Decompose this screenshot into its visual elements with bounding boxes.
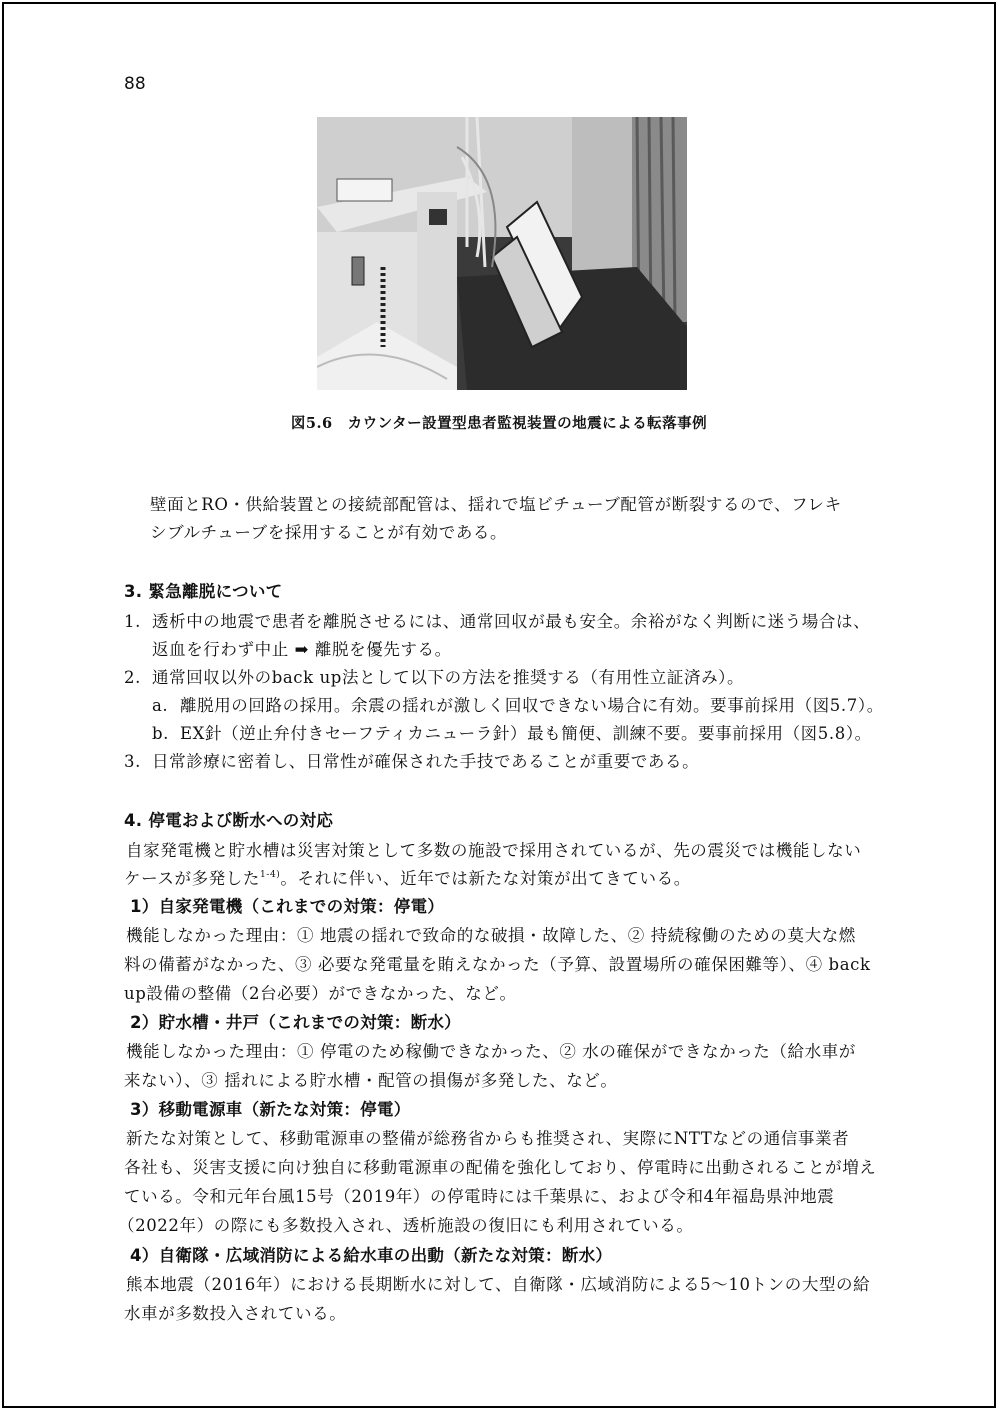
paragraph-line: ケースが多発した$^{1-4)}$。それに伴い、近年では新たな対策が出てきている。 bbox=[124, 869, 691, 888]
list-text: 返血を行わず中止 ➡ 離脱を優先する。 bbox=[152, 640, 452, 659]
figure-caption: 図5.6 カウンター設置型患者監視装置の地震による転落事例 bbox=[290, 415, 708, 432]
section-heading: 3. 緊急離脱について bbox=[124, 582, 283, 601]
paragraph-line: 機能しなかった理由：① 停電のため稼働できなかった、② 水の確保ができなかった（給水車が bbox=[126, 1042, 856, 1061]
paragraph-line: 自家発電機と貯水槽は災害対策として多数の施設で採用されているが、先の震災では機能しない bbox=[126, 841, 862, 860]
paragraph-line: （2022年）の際にも多数投入され、透析施設の復旧にも利用されている。 bbox=[118, 1216, 694, 1235]
subsection-heading: 3）移動電源車（新たな対策：停電） bbox=[130, 1100, 411, 1119]
intro-line: 壁面とRO・供給装置との接続部配管は、揺れで塩ビチューブ配管が断裂するので、フレキ bbox=[150, 495, 842, 514]
monitor-fallen-photo bbox=[317, 117, 687, 390]
list-number: 3. bbox=[124, 752, 141, 771]
paragraph-line: 水車が多数投入されている。 bbox=[124, 1304, 347, 1323]
paragraph-line: 来ない）、③ 揺れによる貯水槽・配管の損傷が多発した、など。 bbox=[124, 1071, 618, 1090]
section-heading: 4. 停電および断水への対応 bbox=[124, 811, 334, 830]
paragraph-line: 料の備蓄がなかった、③ 必要な発電量を賄えなかった（予算、設置場所の確保困難等）、④ back bbox=[124, 955, 871, 974]
list-text: 離脱用の回路の採用。余震の揺れが激しく回収できない場合に有効。要事前採用（図5.7）。 bbox=[180, 696, 884, 715]
paragraph-line: ている。令和元年台風15号（2019年）の停電時には千葉県に、および令和4年福島県沖地震 bbox=[124, 1187, 835, 1206]
sub-list-item bbox=[152, 692, 884, 716]
list-text: 通常回収以外のback up法として以下の方法を推奨する（有用性立証済み）。 bbox=[152, 668, 745, 687]
page-number: 88 bbox=[124, 74, 146, 94]
paragraph-line: up設備の整備（2台必要）ができなかった、など。 bbox=[124, 984, 517, 1003]
list-item bbox=[124, 664, 744, 688]
list-item bbox=[124, 608, 870, 632]
list-letter: a. bbox=[152, 696, 169, 715]
subsection-heading: 1）自家発電機（これまでの対策：停電） bbox=[130, 897, 445, 916]
page bbox=[2, 2, 996, 1408]
list-text: 透析中の地震で患者を離脱させるには、通常回収が最も安全。余裕がなく判断に迷う場合は、 bbox=[152, 612, 871, 631]
list-number: 1. bbox=[124, 612, 141, 631]
subsection-heading: 4）自衛隊・広域消防による給水車の出動（新たな対策：断水） bbox=[130, 1246, 613, 1265]
paragraph-line: 各社も、災害支援に向け独自に移動電源車の配備を強化しており、停電時に出動されることが増え bbox=[124, 1158, 877, 1177]
list-item bbox=[124, 748, 699, 772]
intro-line: シブルチューブを採用することが有効である。 bbox=[150, 523, 508, 542]
list-letter: b. bbox=[152, 724, 170, 743]
sub-list-item bbox=[152, 720, 872, 744]
list-number: 2. bbox=[124, 668, 141, 687]
paragraph-line: 熊本地震（2016年）における長期断水に対して、自衛隊・広域消防による5～10トンの大型の給 bbox=[126, 1275, 871, 1294]
list-text: EX針（逆止弁付きセーフティカニューラ針）最も簡便、訓練不要。要事前採用（図5.8）。 bbox=[180, 724, 872, 743]
paragraph-line: 機能しなかった理由：① 地震の揺れで致命的な破損・故障した、② 持続稼働のための莫大な燃 bbox=[126, 926, 856, 945]
reference-mark: 1-4) bbox=[259, 870, 281, 880]
figure-photo bbox=[317, 117, 687, 390]
list-text: 日常診療に密着し、日常性が確保された手技であることが重要である。 bbox=[152, 752, 700, 771]
subsection-heading: 2）貯水槽・井戸（これまでの対策：断水） bbox=[130, 1013, 461, 1032]
paragraph-line: 新たな対策として、移動電源車の整備が総務省からも推奨され、実際にNTTなどの通信事業者 bbox=[126, 1129, 850, 1148]
